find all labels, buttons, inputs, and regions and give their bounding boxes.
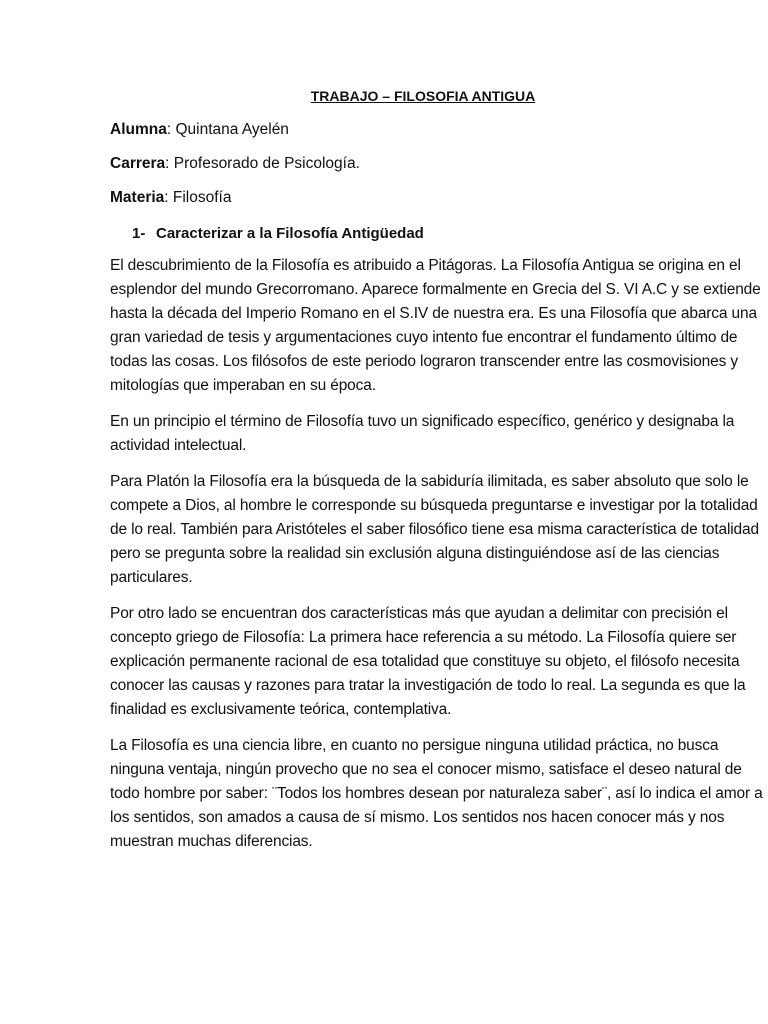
subject-value: : Filosofía [164,189,232,206]
section-heading-text: Caracterizar a la Filosofía Antigüedad [156,225,424,242]
section-heading [132,224,766,244]
document-page [110,86,766,854]
student-field [110,120,766,140]
career-label: Carrera [110,155,166,172]
paragraph-4: Por otro lado se encuentran dos características más que ayudan a delimitar con precisión el concepto griego de Filosofía: La primera hace referencia a su método. La Filosofía quiere ser explicación permanente racional de esa totalidad que constituye su objeto, el filósofo necesita conocer las causas y razones para tratar la investigación de todo lo real. La segunda es que la finalidad es exclusivamente teórica, contemplativa. [110,605,746,718]
paragraph-2: En un principio el término de Filosofía tuvo un significado específico, genérico y designaba la actividad intelectual. [110,413,735,454]
paragraph-3: Para Platón la Filosofía era la búsqueda de la sabiduría ilimitada, es saber absoluto que solo le compete a Dios, al hombre le corresponde su búsqueda preguntarse e investigar por la totalidad de lo real. También para Aristóteles el saber filosófico tiene esa misma característica de totalidad pero se pregunta sobre la realidad sin exclusión alguna distinguiéndose así de las ciencias particulares. [110,473,759,586]
student-value: : Quintana Ayelén [166,121,289,138]
student-label: Alumna [110,121,167,138]
document-title: TRABAJO – FILOSOFIA ANTIGUA [310,88,536,104]
subject-field [110,188,766,208]
career-field [110,154,766,174]
subject-label: Materia [110,189,165,206]
career-value: : Profesorado de Psicología. [165,155,360,172]
paragraph-5: La Filosofía es una ciencia libre, en cuanto no persigue ninguna utilidad práctica, no busca ninguna ventaja, ningún provecho que no sea el conocer mismo, satisface el deseo natural de todo hombre por saber: ¨Todos los hombres desean por naturaleza saber¨, así lo indica el amor a los sentidos, son amados a causa de sí mismo. Los sentidos nos hacen conocer más y nos muestran muchas diferencias. [110,737,763,850]
section-number: 1- [132,225,146,242]
paragraph-1: El descubrimiento de la Filosofía es atribuido a Pitágoras. La Filosofía Antigua se origina en el esplendor del mundo Grecorromano. Aparece formalmente en Grecia del S. VI A.C y se extiende hasta la década del Imperio Romano en el S.IV de nuestra era. Es una Filosofía que abarca una gran variedad de tesis y argumentaciones cuyo intento fue encontrar el fundamento último de todas las cosas. Los filósofos de este periodo lograron transcender entre las cosmovisiones y mitologías que imperaban en su época. [110,257,761,394]
